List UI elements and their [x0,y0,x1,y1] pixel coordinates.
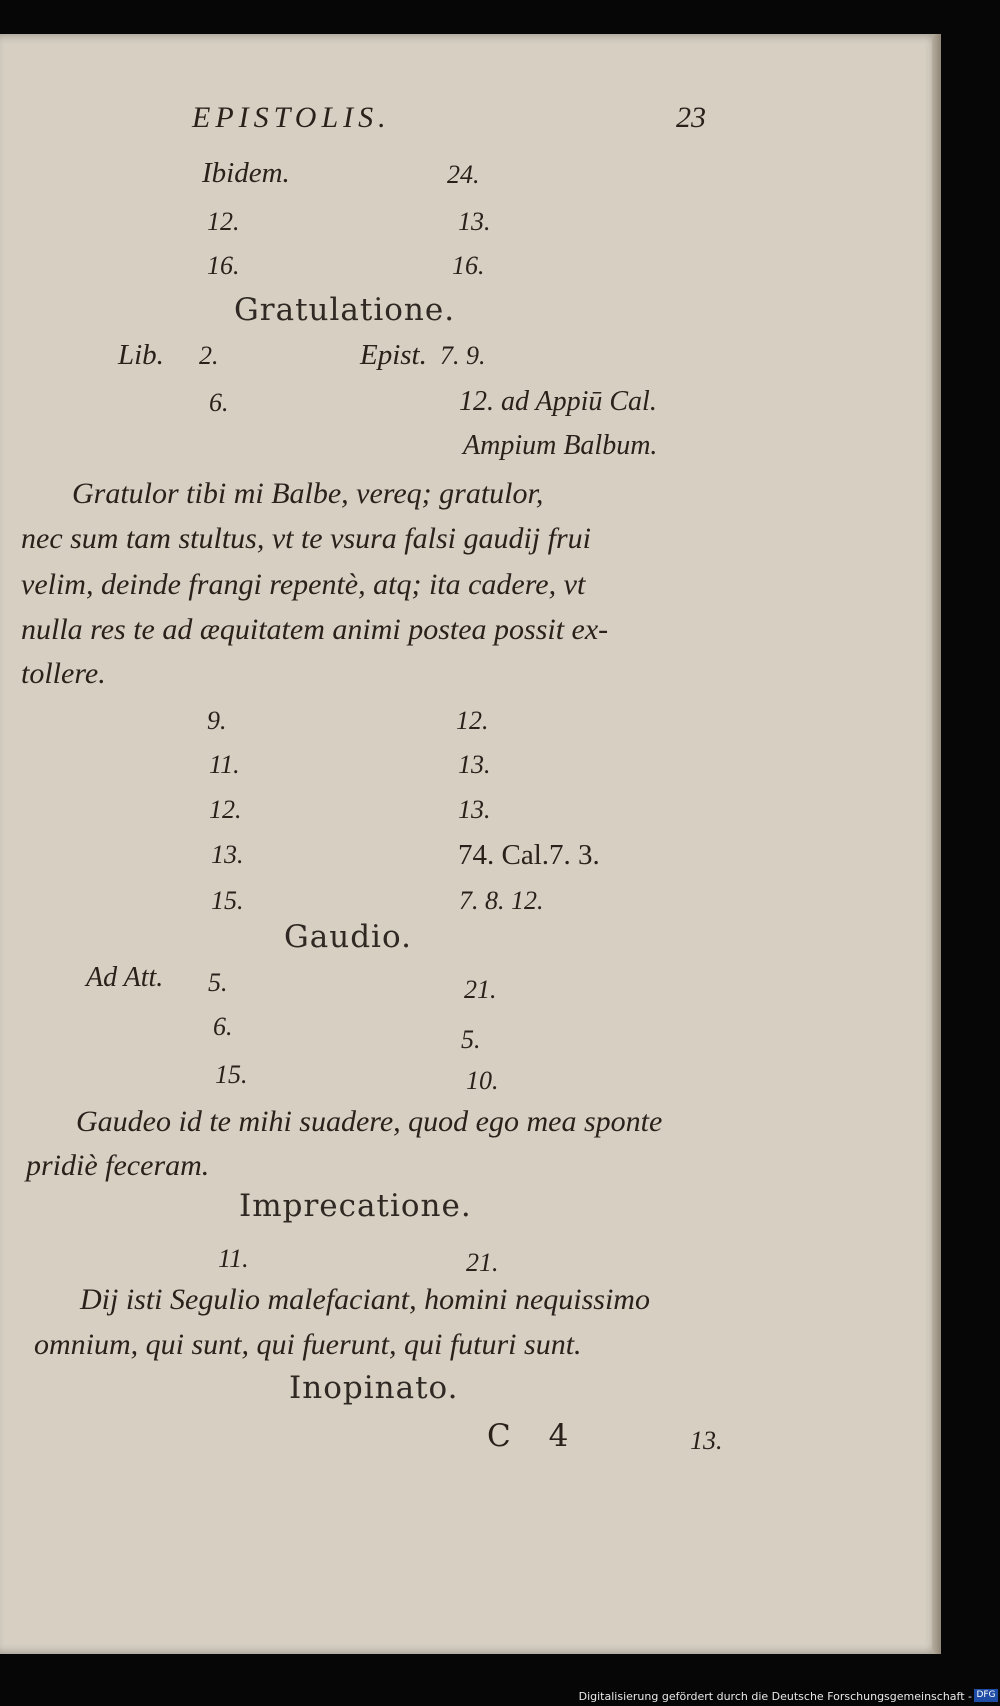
ref-right: 13. [458,207,491,236]
ref-left: 11. [218,1244,249,1273]
ref-left: 9. [207,706,227,735]
ref-left: 12. [209,795,242,824]
ref-left: 16. [207,251,240,280]
page-edge [932,34,941,1654]
catchword: 13. [690,1426,723,1455]
ad-att-label: Ad Att. [86,962,164,993]
ref-right: 16. [452,251,485,280]
ref-right: 12. [456,706,489,735]
epist-label: Epist. [360,339,427,371]
quote-line: Gratulor tibi mi Balbe, vereq; gratulor, [72,477,544,510]
signature-mark: C 4 [487,1418,583,1454]
footer-credit: Digitalisierung gefördert durch die Deutsche Forschungsgemeinschaft - [578,1690,972,1703]
quote-line: Gaudeo id te mihi suadere, quod ego mea sponte [76,1105,663,1138]
ref-left: 6. [213,1012,233,1041]
lib-value: 2. [199,341,219,370]
running-head: EPISTOLIS. [192,101,391,134]
epist-value: 7. 9. [440,341,486,370]
ref-right: 21. [464,975,497,1004]
quote-line: pridiè feceram. [26,1149,210,1182]
ref-right: 13. [458,795,491,824]
ref-left: 11. [209,750,240,779]
quote-line: tollere. [21,657,106,690]
quote-line: nec sum tam stultus, vt te vsura falsi gaudij frui [21,522,591,555]
ibidem-ref: 24. [447,160,480,189]
lib-label: Lib. [118,339,164,371]
quote-line: velim, deinde frangi repentè, atq; ita cadere, vt [21,568,586,601]
quote-line: Dij isti Segulio malefaciant, homini nequissimo [80,1283,650,1316]
ref-right: 10. [466,1066,499,1095]
quote-line: omnium, qui sunt, qui fuerunt, qui futuri sunt. [34,1328,582,1361]
ref-left: 15. [215,1060,248,1089]
ref-right: 21. [466,1248,499,1277]
section-heading-gaudio: Gaudio. [284,919,412,955]
page-number: 23 [676,101,706,134]
section-heading-gratulatione: Gratulatione. [234,292,456,328]
section-heading-inopinato: Inopinato. [289,1370,459,1406]
ref-right: 7. 8. 12. [459,886,544,915]
ibidem-label: Ibidem. [202,157,290,189]
ref-right: 5. [461,1025,481,1054]
addressee: Ampium Balbum. [463,430,658,461]
ref-right: 12. ad Appiū Cal. [459,386,657,417]
dfg-logo: DFG [974,1689,998,1702]
ref-left: 15. [211,886,244,915]
ref-left: 12. [207,207,240,236]
ref-right: 74. Cal.7. 3. [458,839,600,871]
quote-line: nulla res te ad æquitatem animi postea possit ex- [21,613,609,646]
ref-left: 13. [211,840,244,869]
ref-left: 5. [208,968,228,997]
ref-right: 13. [458,750,491,779]
section-heading-imprecatione: Imprecatione. [239,1188,472,1224]
ref-left: 6. [209,388,229,417]
